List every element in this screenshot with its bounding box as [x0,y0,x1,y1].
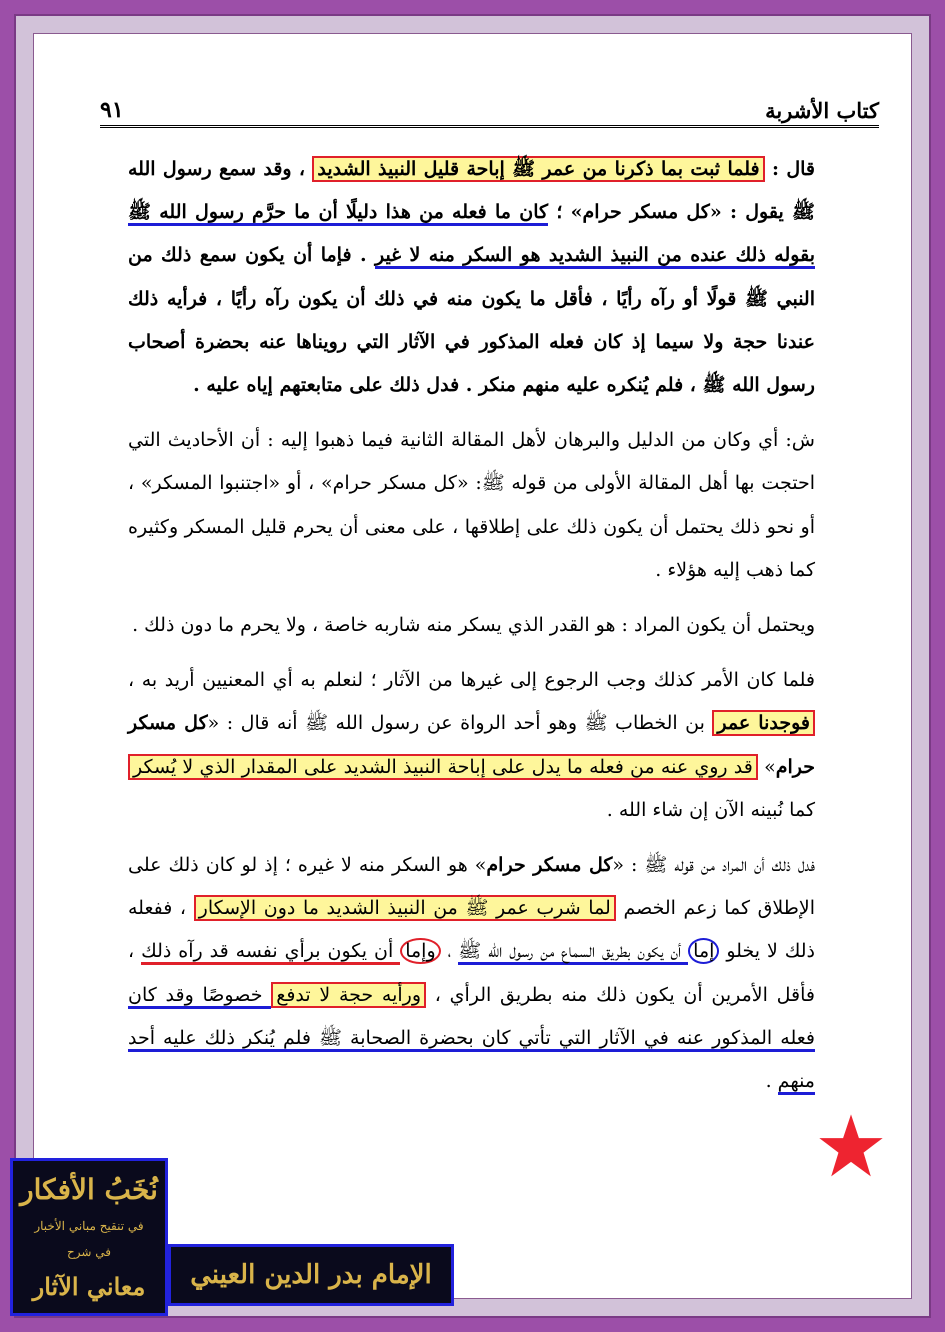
logo-line-3: في شرح [67,1245,111,1260]
book-logo [10,1158,168,1316]
page-header [100,92,879,128]
logo-line-2: في تنقيح مباني الأخبار [34,1218,144,1233]
paragraph-4: فلما كان الأمر كذلك وجب الرجوع إلى غيرها من الآثار ؛ لنعلم به أي المعنيين أريد به ، فوجدنا عمر بن الخطاب ﷺ وهو أحد الرواة عن رسول الله ﷺ أنه قال : «كل مسكر حرام» قد روي عنه من فعله ما يدل على إباحة النبيذ الشديد على المقدار الذي لا يُسكر كما نُبينه الآن إن شاء الله . [128,669,815,821]
paragraph-3: ويحتمل أن يكون المراد : هو القدر الذي يسكر منه شاربه خاصة ، ولا يحرم ما دون ذلك . [132,614,815,637]
underline: أن يكون برأي نفسه قد رآه ذلك [141,940,400,965]
logo-line-1: نُخَبُ الأفكار [20,1173,158,1207]
underline: خصوصًا وقد كان فعله المذكور عنه في الآثار التي تأتي كان بحضرة الصحابة ﷺ فلم يُنكر ذلك عليه أحد منهم [128,984,815,1095]
highlight: لما شرب عمر ﷺ من النبيذ الشديد ما دون الإسكار [194,895,616,921]
highlight: فلما ثبت بما ذكرنا من عمر ﷺ إباحة قليل النبيذ الشديد [312,156,764,182]
page-number: ٩١ [100,97,124,123]
highlight: فوجدنا عمر [712,710,815,736]
circled-word: إما [688,938,719,964]
star-icon [818,1104,884,1188]
page-body [128,148,815,1103]
paragraph-5: فدل ذلك أن المراد من قوله ﷺ : «كل مسكر حرام» هو السكر منه لا غيره ؛ إذ لو كان ذلك على الإطلاق كما زعم الخصم لما شرب عمر ﷺ من النبيذ الشديد ما دون الإسكار ، ففعله ذلك لا يخلو إما أن يكون بطريق السماع من رسول الله ﷺ ، وإما أن يكون برأي نفسه قد رآه ذلك ، فأقل الأمرين أن يكون ذلك منه بطريق الرأي ، ورأيه حجة لا تدفع خصوصًا وقد كان فعله المذكور عنه في الآثار التي تأتي كان بحضرة الصحابة ﷺ فلم يُنكر ذلك عليه أحد منهم . [128,844,815,1103]
highlight: ورأيه حجة لا تدفع [271,982,426,1008]
paragraph-1: قال : فلما ثبت بما ذكرنا من عمر ﷺ إباحة قليل النبيذ الشديد ، وقد سمع رسول الله ﷺ يقول : «كل مسكر حرام» ؛ كان ما فعله من هذا دليلًا أن ما حرَّم رسول الله ﷺ بقوله ذلك عنده من النبيذ الشديد هو السكر منه لا غير . فإما أن يكون سمع ذلك من النبي ﷺ قولًا أو رآه رأيًا ، فأقل ما يكون منه في ذلك أن يكون رآه رأيًا ، فرأيه ذلك عندنا حجة ولا سيما إذ كان فعله المذكور في الآثار التي رويناها عنه بحضرة أصحاب رسول الله ﷺ ، فلم يُنكره عليه منهم منكر . فدل ذلك على متابعتهم إياه عليه . [128,158,816,397]
underline: أن يكون بطريق السماع من رسول الله ﷺ [458,940,688,965]
highlight: قد روي عنه من فعله ما يدل على إباحة النبيذ الشديد على المقدار الذي لا يُسكر [128,754,758,780]
underline: كان ما فعله من هذا دليلًا أن ما حرَّم رسول الله ﷺ بقوله ذلك عنده من النبيذ الشديد هو السكر منه لا غير [128,201,815,269]
circled-word: وإما [400,938,440,964]
chapter-title: كتاب الأشربة [765,98,879,123]
logo-line-4: معاني الآثار [32,1271,146,1301]
paragraph-2: ش: أي وكان من الدليل والبرهان لأهل المقالة الثانية فيما ذهبوا إليه : أن الأحاديث التي احتجت بها أهل المقالة الأولى من قوله ﷺ: «كل مسكر حرام» ، أو «اجتنبوا المسكر» ، أو نحو ذلك يحتمل أن يكون ذلك على إطلاقها ، على معنى أن يحرم قليل المسكر وكثيره كما ذهب إليه هؤلاء . [128,429,815,581]
author-banner: الإمام بدر الدين العيني [168,1244,454,1306]
